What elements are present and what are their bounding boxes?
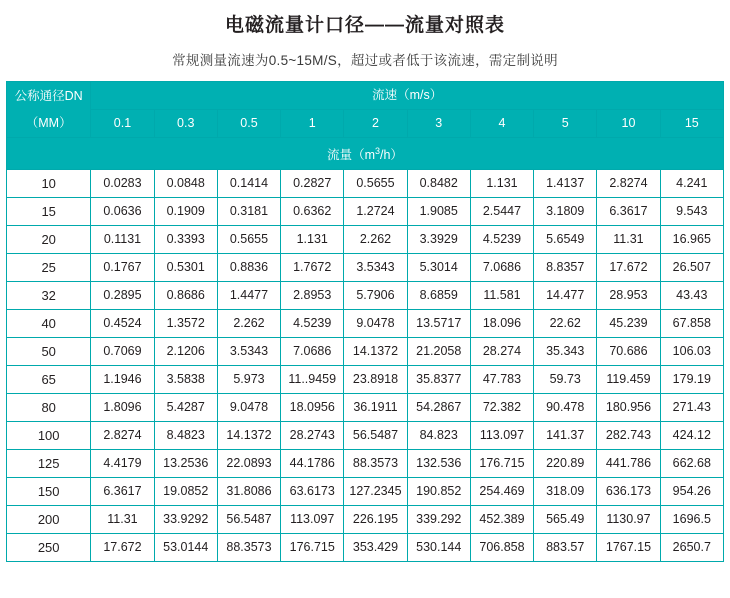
- flow-value: 0.7069: [91, 338, 154, 366]
- flow-value: 254.469: [470, 478, 533, 506]
- flow-value: 636.173: [597, 478, 660, 506]
- flow-value: 1.1946: [91, 366, 154, 394]
- flow-value: 72.382: [470, 394, 533, 422]
- flow-value: 1696.5: [660, 506, 723, 534]
- flow-header-cell: [7, 138, 724, 170]
- flow-value: 2.8274: [597, 170, 660, 198]
- flow-value: 1.9085: [407, 198, 470, 226]
- flow-value: 33.9292: [154, 506, 217, 534]
- table-body: [7, 170, 724, 562]
- page-subtitle: 常规测量流速为0.5~15M/S，超过或者低于该流速，需定制说明: [172, 53, 558, 68]
- table-row: [7, 478, 724, 506]
- flow-value: 0.4524: [91, 310, 154, 338]
- table-row: [7, 170, 724, 198]
- speed-value-3: 1: [281, 110, 344, 138]
- flow-value: 14.477: [534, 282, 597, 310]
- table-row: [7, 394, 724, 422]
- flow-value: 56.5487: [344, 422, 407, 450]
- flow-value: 3.1809: [534, 198, 597, 226]
- flow-value: 28.953: [597, 282, 660, 310]
- flow-value: 3.5343: [344, 254, 407, 282]
- flow-value: 59.73: [534, 366, 597, 394]
- flow-value: 3.5838: [154, 366, 217, 394]
- flow-value: 5.3014: [407, 254, 470, 282]
- flow-value: 0.2895: [91, 282, 154, 310]
- flow-value: 1.3572: [154, 310, 217, 338]
- flow-value: 11.31: [91, 506, 154, 534]
- speed-value-0: 0.1: [91, 110, 154, 138]
- page-title: 电磁流量计口径——流量对照表: [224, 15, 505, 36]
- flow-value: 706.858: [470, 534, 533, 562]
- flow-value: 954.26: [660, 478, 723, 506]
- flow-value: 8.6859: [407, 282, 470, 310]
- table-row: [7, 310, 724, 338]
- flow-value: 0.3181: [217, 198, 280, 226]
- flow-value: 1.131: [281, 226, 344, 254]
- flow-value: 9.543: [660, 198, 723, 226]
- flow-value: 7.0686: [470, 254, 533, 282]
- dn-header-line1: 公称通径DN: [14, 88, 83, 103]
- speed-value-1: 0.3: [154, 110, 217, 138]
- speed-value-5: 3: [407, 110, 470, 138]
- flow-value: 18.0956: [281, 394, 344, 422]
- flow-value: 226.195: [344, 506, 407, 534]
- table-row: [7, 534, 724, 562]
- flow-value: 0.6362: [281, 198, 344, 226]
- flow-value: 1.7672: [281, 254, 344, 282]
- speed-value-9: 15: [660, 110, 723, 138]
- flow-header-prefix: 流量（m: [327, 148, 375, 163]
- flow-value: 6.3617: [597, 198, 660, 226]
- table-row: [7, 254, 724, 282]
- flow-header-suffix: /h）: [380, 148, 403, 163]
- flow-value: 565.49: [534, 506, 597, 534]
- flow-value: 28.274: [470, 338, 533, 366]
- flow-value: 22.62: [534, 310, 597, 338]
- table-row: [7, 198, 724, 226]
- flow-value: 220.89: [534, 450, 597, 478]
- flow-value: 1767.15: [597, 534, 660, 562]
- dn-value: 250: [7, 534, 91, 562]
- flow-value: 141.37: [534, 422, 597, 450]
- flow-value: 1.4137: [534, 170, 597, 198]
- flow-value: 43.43: [660, 282, 723, 310]
- table-row: [7, 282, 724, 310]
- flow-value: 18.096: [470, 310, 533, 338]
- flow-value: 0.1909: [154, 198, 217, 226]
- flow-value: 7.0686: [281, 338, 344, 366]
- flow-value: 11..9459: [281, 366, 344, 394]
- flow-value: 119.459: [597, 366, 660, 394]
- flow-value: 662.68: [660, 450, 723, 478]
- flow-header-sup: 3: [374, 146, 380, 156]
- flow-value: 0.8482: [407, 170, 470, 198]
- flow-value: 47.783: [470, 366, 533, 394]
- flow-value: 113.097: [470, 422, 533, 450]
- flow-value: 11.581: [470, 282, 533, 310]
- flow-value: 0.5655: [344, 170, 407, 198]
- flow-value: 36.1911: [344, 394, 407, 422]
- flow-value: 0.3393: [154, 226, 217, 254]
- speed-value-8: 10: [597, 110, 660, 138]
- flow-value: 88.3573: [344, 450, 407, 478]
- flow-value: 35.343: [534, 338, 597, 366]
- flow-value: 35.8377: [407, 366, 470, 394]
- speed-header-cell: 流速（m/s）: [91, 82, 724, 110]
- flow-value: 127.2345: [344, 478, 407, 506]
- flow-value: 176.715: [470, 450, 533, 478]
- flow-value: 0.1414: [217, 170, 280, 198]
- flow-value: 0.8836: [217, 254, 280, 282]
- flow-value: 4.4179: [91, 450, 154, 478]
- flow-value: 353.429: [344, 534, 407, 562]
- flow-value: 0.0848: [154, 170, 217, 198]
- table-row: [7, 506, 724, 534]
- header-row-speed-values: [7, 110, 724, 138]
- speed-value-4: 2: [344, 110, 407, 138]
- flow-value: 0.2827: [281, 170, 344, 198]
- flow-value: 5.7906: [344, 282, 407, 310]
- flow-value: 2.8953: [281, 282, 344, 310]
- dn-value: 10: [7, 170, 91, 198]
- flow-value: 16.965: [660, 226, 723, 254]
- flow-value: 53.0144: [154, 534, 217, 562]
- flow-value: 1.8096: [91, 394, 154, 422]
- dn-value: 20: [7, 226, 91, 254]
- flow-value: 0.5301: [154, 254, 217, 282]
- dn-value: 200: [7, 506, 91, 534]
- flow-rate-table: [6, 81, 724, 562]
- page-root: [0, 10, 730, 598]
- flow-value: 5.973: [217, 366, 280, 394]
- table-row: [7, 450, 724, 478]
- flow-value: 5.4287: [154, 394, 217, 422]
- flow-value: 31.8086: [217, 478, 280, 506]
- flow-value: 3.5343: [217, 338, 280, 366]
- flow-value: 530.144: [407, 534, 470, 562]
- flow-value: 14.1372: [344, 338, 407, 366]
- flow-value: 6.3617: [91, 478, 154, 506]
- flow-value: 0.0636: [91, 198, 154, 226]
- flow-value: 339.292: [407, 506, 470, 534]
- flow-value: 26.507: [660, 254, 723, 282]
- flow-value: 318.09: [534, 478, 597, 506]
- flow-value: 8.4823: [154, 422, 217, 450]
- flow-value: 28.2743: [281, 422, 344, 450]
- flow-value: 2.262: [344, 226, 407, 254]
- flow-value: 56.5487: [217, 506, 280, 534]
- flow-value: 88.3573: [217, 534, 280, 562]
- flow-value: 4.241: [660, 170, 723, 198]
- header-row-flow: [7, 138, 724, 170]
- flow-value: 13.5717: [407, 310, 470, 338]
- speed-value-7: 5: [534, 110, 597, 138]
- table-row: [7, 366, 724, 394]
- flow-value: 2650.7: [660, 534, 723, 562]
- flow-value: 9.0478: [344, 310, 407, 338]
- flow-value: 17.672: [597, 254, 660, 282]
- flow-value: 1.2724: [344, 198, 407, 226]
- dn-value: 125: [7, 450, 91, 478]
- flow-value: 179.19: [660, 366, 723, 394]
- flow-value: 45.239: [597, 310, 660, 338]
- dn-value: 50: [7, 338, 91, 366]
- dn-value: 40: [7, 310, 91, 338]
- flow-value: 21.2058: [407, 338, 470, 366]
- flow-value: 70.686: [597, 338, 660, 366]
- dn-value: 80: [7, 394, 91, 422]
- dn-header-cell: [7, 82, 91, 138]
- flow-value: 4.5239: [281, 310, 344, 338]
- flow-value: 11.31: [597, 226, 660, 254]
- flow-value: 0.0283: [91, 170, 154, 198]
- flow-value: 3.3929: [407, 226, 470, 254]
- flow-value: 54.2867: [407, 394, 470, 422]
- flow-value: 1130.97: [597, 506, 660, 534]
- flow-value: 1.131: [470, 170, 533, 198]
- flow-value: 441.786: [597, 450, 660, 478]
- flow-value: 84.823: [407, 422, 470, 450]
- flow-value: 132.536: [407, 450, 470, 478]
- dn-value: 100: [7, 422, 91, 450]
- flow-value: 63.6173: [281, 478, 344, 506]
- flow-value: 282.743: [597, 422, 660, 450]
- flow-value: 0.1131: [91, 226, 154, 254]
- dn-header-line2: （MM）: [25, 115, 72, 130]
- flow-value: 0.8686: [154, 282, 217, 310]
- dn-value: 15: [7, 198, 91, 226]
- flow-value: 23.8918: [344, 366, 407, 394]
- flow-value: 106.03: [660, 338, 723, 366]
- table-row: [7, 338, 724, 366]
- dn-value: 150: [7, 478, 91, 506]
- flow-value: 2.1206: [154, 338, 217, 366]
- flow-value: 44.1786: [281, 450, 344, 478]
- dn-value: 65: [7, 366, 91, 394]
- flow-value: 113.097: [281, 506, 344, 534]
- flow-value: 2.8274: [91, 422, 154, 450]
- flow-value: 271.43: [660, 394, 723, 422]
- flow-value: 180.956: [597, 394, 660, 422]
- flow-value: 4.5239: [470, 226, 533, 254]
- flow-value: 19.0852: [154, 478, 217, 506]
- flow-value: 8.8357: [534, 254, 597, 282]
- flow-value: 5.6549: [534, 226, 597, 254]
- flow-value: 17.672: [91, 534, 154, 562]
- flow-value: 67.858: [660, 310, 723, 338]
- flow-value: 0.5655: [217, 226, 280, 254]
- flow-value: 2.5447: [470, 198, 533, 226]
- flow-value: 176.715: [281, 534, 344, 562]
- header-row-speed: [7, 82, 724, 110]
- flow-value: 190.852: [407, 478, 470, 506]
- flow-value: 0.1767: [91, 254, 154, 282]
- flow-value: 1.4477: [217, 282, 280, 310]
- flow-value: 883.57: [534, 534, 597, 562]
- speed-value-2: 0.5: [217, 110, 280, 138]
- flow-value: 14.1372: [217, 422, 280, 450]
- table-row: [7, 226, 724, 254]
- flow-value: 13.2536: [154, 450, 217, 478]
- dn-value: 25: [7, 254, 91, 282]
- flow-value: 452.389: [470, 506, 533, 534]
- flow-value: 22.0893: [217, 450, 280, 478]
- speed-value-6: 4: [470, 110, 533, 138]
- flow-value: 2.262: [217, 310, 280, 338]
- table-head: [7, 82, 724, 170]
- flow-value: 90.478: [534, 394, 597, 422]
- flow-value: 424.12: [660, 422, 723, 450]
- dn-value: 32: [7, 282, 91, 310]
- flow-value: 9.0478: [217, 394, 280, 422]
- table-row: [7, 422, 724, 450]
